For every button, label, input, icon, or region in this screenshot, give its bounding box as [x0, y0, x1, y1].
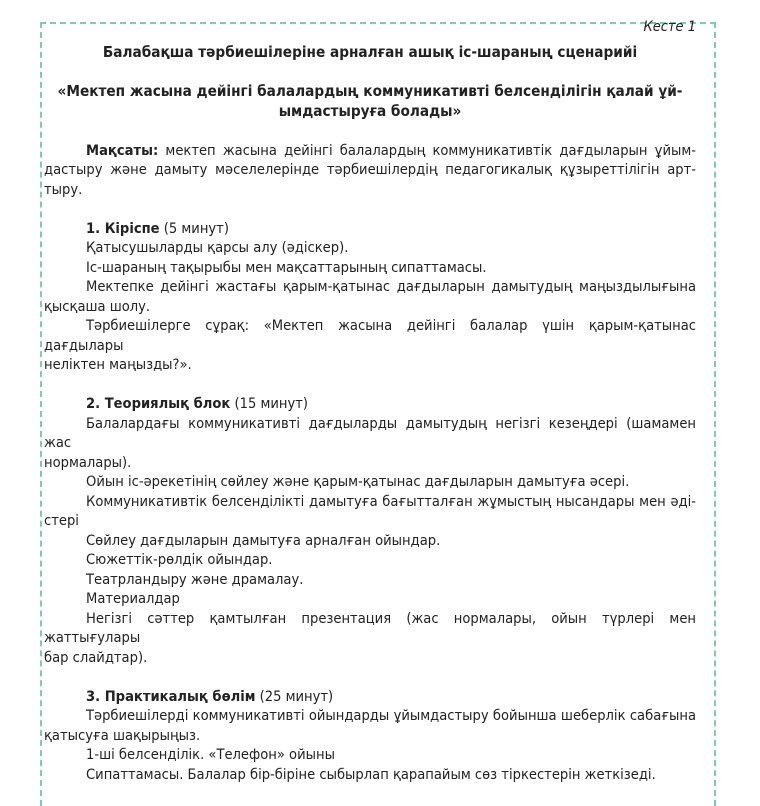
section-theory	[44, 394, 696, 667]
section-intro-duration: (5 минут)	[159, 219, 229, 237]
section-practice-item: Тәрбиешілерді коммуникативті ойындарды ұйымдастыру бойынша шеберлік сабағына	[86, 707, 696, 724]
section-practice-heading-line	[44, 687, 696, 707]
document-subtitle	[44, 82, 696, 121]
section-theory-item: Негізгі сәттер қамтылған презентация (жас нормалары, ойын түрлері мен жаттығулары	[44, 609, 696, 646]
document-body	[44, 18, 696, 784]
goal-paragraph	[44, 141, 696, 200]
section-intro-item: Қатысушыларды қарсы алу (әдіскер).	[86, 239, 349, 256]
section-theory-item: Ойын іс-әрекетінің сөйлеу және қарым-қатынас дағдыларын дамытуға әсері.	[86, 473, 630, 490]
section-theory-heading: 2. Теориялық блок	[86, 395, 231, 412]
section-intro-item: Мектепке дейінгі жастағы қарым-қатынас дағдыларын дамытудың маңыздылығына	[86, 278, 696, 295]
section-theory-item: Материалдар	[86, 590, 180, 607]
table-label: Кесте 1	[643, 19, 696, 35]
section-intro-heading: 1. Кіріспе	[86, 219, 160, 237]
section-theory-item-cont: стері	[44, 512, 79, 529]
section-intro-item-cont: қысқаша шолу.	[44, 297, 151, 315]
section-practice-duration: (25 минут)	[255, 687, 334, 705]
goal-line-2: дастыру және дамыту мәселелерінде тәрбиешілердің педагогикалық құзыреттілігін арт-	[44, 161, 696, 178]
subtitle-line-2: ымдастыруға болады»	[278, 101, 462, 120]
section-intro-item: Іс-шараның тақырыбы мен мақсаттарының сипаттамасы.	[86, 258, 487, 276]
section-theory-item: Балалардағы коммуникативті дағдыларды дамытудың негізгі кезеңдері (шамамен жас	[44, 414, 696, 451]
section-intro-heading-line	[44, 219, 696, 239]
section-theory-item: Сөйлеу дағдыларын дамытуға арналған ойындар.	[86, 531, 441, 549]
section-practice-item-cont: қатысуға шақырыңыз.	[44, 726, 201, 744]
section-theory-item: Сюжеттік-рөлдік ойындар.	[86, 551, 273, 568]
section-intro-item: Тәрбиешілерге сұрақ: «Мектеп жасына дейінгі балалар үшін қарым-қатынас дағдылары	[44, 317, 696, 354]
section-intro-item-cont: неліктен маңызды?».	[44, 356, 192, 373]
section-theory-item-cont: бар слайдтар).	[44, 648, 148, 666]
section-practice-item: 1-ші белсенділік. «Телефон» ойыны	[86, 746, 335, 763]
section-theory-heading-line	[44, 394, 696, 414]
section-intro	[44, 219, 696, 375]
section-theory-item: Коммуникативтік белсенділікті дамытуға бағытталған жұмыстың нысандары мен әді-	[86, 492, 696, 510]
document-title: Балабақша тәрбиешілеріне арналған ашық іс-шараның сценарийі	[102, 43, 638, 61]
section-theory-item-cont: нормалары).	[44, 453, 132, 471]
goal-line-3: тыру.	[44, 180, 83, 198]
goal-label: Мақсаты:	[86, 141, 159, 159]
subtitle-line-1: «Мектеп жасына дейінгі балалардың коммуникативті белсенділігін қалай ұй-	[57, 82, 683, 100]
section-practice-item: Сипаттамасы. Балалар бір-біріне сыбырлап қарапайым сөз тіркестерін жеткізеді.	[86, 765, 656, 783]
section-practice-heading: 3. Практикалық бөлім	[86, 687, 256, 705]
section-theory-item: Театрландыру және драмалау.	[86, 570, 304, 588]
goal-line-1: Мақсаты: мектеп жасына дейінгі балалардың коммуникативтік дағдыларын ұйым-	[86, 141, 696, 159]
section-practice	[44, 687, 696, 785]
section-theory-duration: (15 минут)	[230, 395, 309, 412]
